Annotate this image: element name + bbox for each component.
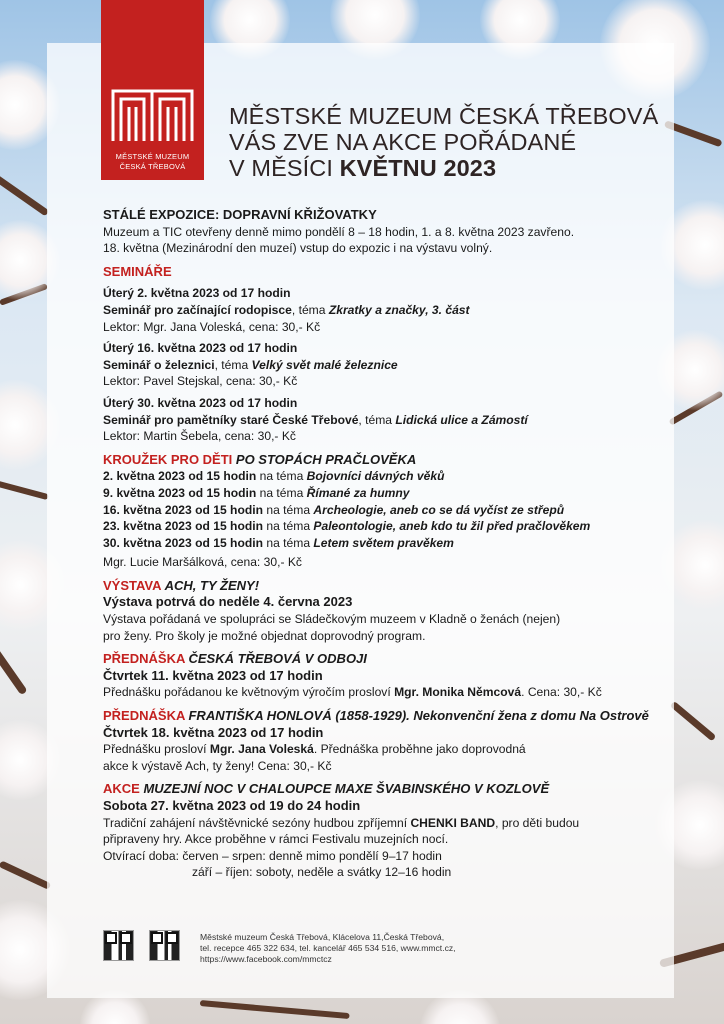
lecture1-speaker: Mgr. Monika Němcová xyxy=(394,685,522,700)
kids-sep: na téma xyxy=(262,519,314,534)
page-title xyxy=(229,103,669,181)
seminar-lector: Lektor: Pavel Stejskal, cena: 30,- Kč xyxy=(103,374,298,389)
seminar-date: Úterý 2. května 2023 od 17 hodin xyxy=(103,286,291,301)
kids-lector: Mgr. Lucie Maršálková, cena: 30,- Kč xyxy=(103,555,302,570)
kids-topic: Římané za humny xyxy=(306,485,410,500)
seminar-lector: Lektor: Martin Šebela, cena: 30,- Kč xyxy=(103,429,296,444)
event-band: CHENKI BAND xyxy=(410,815,496,830)
event-text-post: , pro děti budou xyxy=(495,815,580,830)
qr-code-icon[interactable] xyxy=(103,930,134,961)
seminar-topic: Zkratky a značky, 3. část xyxy=(328,302,470,317)
seminar-topic: Lidická ulice a Zámostí xyxy=(395,412,528,427)
seminar-sep: , téma xyxy=(358,412,396,427)
seminar-name: Seminář o železnici xyxy=(103,357,215,372)
lecture1-heading-title: ČESKÁ TŘEBOVÁ V ODBOJI xyxy=(188,651,367,667)
seminar-topic: Velký svět malé železnice xyxy=(251,357,398,372)
title-line2: VÁS ZVE NA AKCE POŘÁDANÉ xyxy=(229,129,577,155)
kids-topic: Paleontologie, aneb kdo tu žil před pračlověkem xyxy=(313,519,591,534)
seminar-sep: , téma xyxy=(291,302,329,317)
kids-date: 2. května 2023 od 15 hodin xyxy=(103,469,257,484)
kids-sep: na téma xyxy=(262,535,314,550)
lecture2-text-post: . Přednáška proběhne jako doprovodná xyxy=(313,742,526,757)
footer-line1: Městské muzeum Česká Třebová, Klácelova 11,Česká Třebová, xyxy=(200,932,445,942)
seminar-date: Úterý 16. května 2023 od 17 hodin xyxy=(103,341,298,356)
exhibition-text: Muzeum a TIC otevřeny denně mimo pondělí 8 – 18 hodin, 1. a 8. května 2023 zavřeno. xyxy=(103,224,575,239)
footer-line3[interactable]: https://www.facebook.com/mmctcz xyxy=(200,954,332,964)
seminar-sep: , téma xyxy=(214,357,252,372)
logo-text-line1: MĚSTSKÉ MUZEUM xyxy=(115,152,190,161)
seminar-item xyxy=(103,340,673,390)
vystava-text: Výstava pořádaná ve spolupráci se Sládečkovým muzeem v Kladně o ženách (nejen) xyxy=(103,612,561,627)
kids-sep: na téma xyxy=(256,485,307,500)
seminar-name: Seminář pro pamětníky staré České Třebové xyxy=(103,412,359,427)
logo-text-line2: ČESKÁ TŘEBOVÁ xyxy=(119,162,186,171)
kids-date: 9. května 2023 od 15 hodin xyxy=(103,485,257,500)
seminar-name: Seminář pro začínající rodopisce xyxy=(103,302,292,317)
vystava-text: pro ženy. Pro školy je možné objednat doprovodný program. xyxy=(103,628,426,643)
lecture1-date: Čtvrtek 11. května 2023 od 17 hodin xyxy=(103,667,323,683)
kids-sep: na téma xyxy=(256,469,307,484)
lecture2-text2: akce k výstavě Ach, ty ženy! Cena: 30,- Kč xyxy=(103,758,332,773)
lecture2-heading-title: FRANTIŠKA HONLOVÁ (1858-1929). Nekonvenční žena z domu Na Ostrově xyxy=(188,708,649,724)
events-content xyxy=(103,207,673,881)
event-text: Tradiční zahájení návštěvnické sezóny hudbou zpříjemní xyxy=(103,815,411,830)
kids-item xyxy=(103,485,673,502)
kids-topic: Letem světem pravěkem xyxy=(313,535,454,550)
lecture2-heading: PŘEDNÁŠKA xyxy=(103,708,189,724)
title-line3-prefix: V MĚSÍCI xyxy=(229,155,340,181)
lecture2-text: Přednášku prosloví xyxy=(103,742,210,757)
lecture1-text: Přednášku pořádanou ke květnovým výročím prosloví xyxy=(103,685,395,700)
vystava-date: Výstava potrvá do neděle 4. června 2023 xyxy=(103,594,353,610)
vystava-heading-title: ACH, TY ŽENY! xyxy=(164,577,260,593)
kids-heading: KROUŽEK PRO DĚTI xyxy=(103,451,236,467)
seminar-item xyxy=(103,395,673,445)
kids-topic: Archeologie, aneb co se dá vyčíst ze střepů xyxy=(313,502,565,517)
qr-code-icon[interactable] xyxy=(149,930,180,961)
kids-heading-title: PO STOPÁCH PRAČLOVĚKA xyxy=(235,451,417,467)
kids-item xyxy=(103,518,673,535)
title-line1: MĚSTSKÉ MUZEUM ČESKÁ TŘEBOVÁ xyxy=(229,103,659,129)
event-text2: připraveny hry. Akce proběhne v rámci Festivalu muzejních nocí. xyxy=(103,832,449,847)
lecture1-text-post: . Cena: 30,- Kč xyxy=(521,685,602,700)
exhibition-text: 18. května (Mezinárodní den muzeí) vstup do expozic i na výstavu volný. xyxy=(103,241,493,256)
title-line3 xyxy=(229,155,669,181)
seminar-date: Úterý 30. května 2023 od 17 hodin xyxy=(103,395,298,410)
lecture2-date: Čtvrtek 18. května 2023 od 17 hodin xyxy=(103,724,324,740)
seminar-lector: Lektor: Mgr. Jana Voleská, cena: 30,- Kč xyxy=(103,319,321,334)
vystava-heading: VÝSTAVA xyxy=(103,577,165,593)
event-date: Sobota 27. května 2023 od 19 do 24 hodin xyxy=(103,798,361,813)
event-hours: Otvírací doba: červen – srpen: denně mimo pondělí 9–17 hodin xyxy=(103,848,442,863)
museum-logo xyxy=(101,0,204,180)
lecture2-speaker: Mgr. Jana Voleská xyxy=(209,742,314,757)
event-hours: září – říjen: soboty, neděle a svátky 12–16 hodin xyxy=(192,865,452,880)
museum-columns-icon xyxy=(111,85,194,143)
lecture1-heading: PŘEDNÁŠKA xyxy=(103,651,189,667)
title-month: KVĚTNU 2023 xyxy=(339,155,497,181)
event-heading-title: MUZEJNÍ NOC V CHALOUPCE MAXE ŠVABINSKÉHO V KOZLOVĚ xyxy=(143,781,550,797)
kids-date: 23. května 2023 od 15 hodin xyxy=(103,519,263,534)
kids-date: 16. května 2023 od 15 hodin xyxy=(103,502,263,517)
seminar-item xyxy=(103,285,673,335)
kids-item xyxy=(103,468,673,485)
kids-item xyxy=(103,502,673,519)
kids-date: 30. května 2023 od 15 hodin xyxy=(103,535,263,550)
kids-topic: Bojovníci dávných věků xyxy=(306,469,445,484)
footer xyxy=(103,930,673,970)
kids-sep: na téma xyxy=(262,502,314,517)
footer-address xyxy=(200,932,456,965)
exhibition-heading: STÁLÉ EXPOZICE: DOPRAVNÍ KŘIŽOVATKY xyxy=(103,207,377,222)
seminars-heading: SEMINÁŘE xyxy=(103,263,172,279)
event-heading: AKCE xyxy=(103,781,144,797)
kids-item xyxy=(103,535,673,552)
footer-line2: tel. recepce 465 322 634, tel. kancelář 465 534 516, www.mmct.cz, xyxy=(200,943,456,953)
